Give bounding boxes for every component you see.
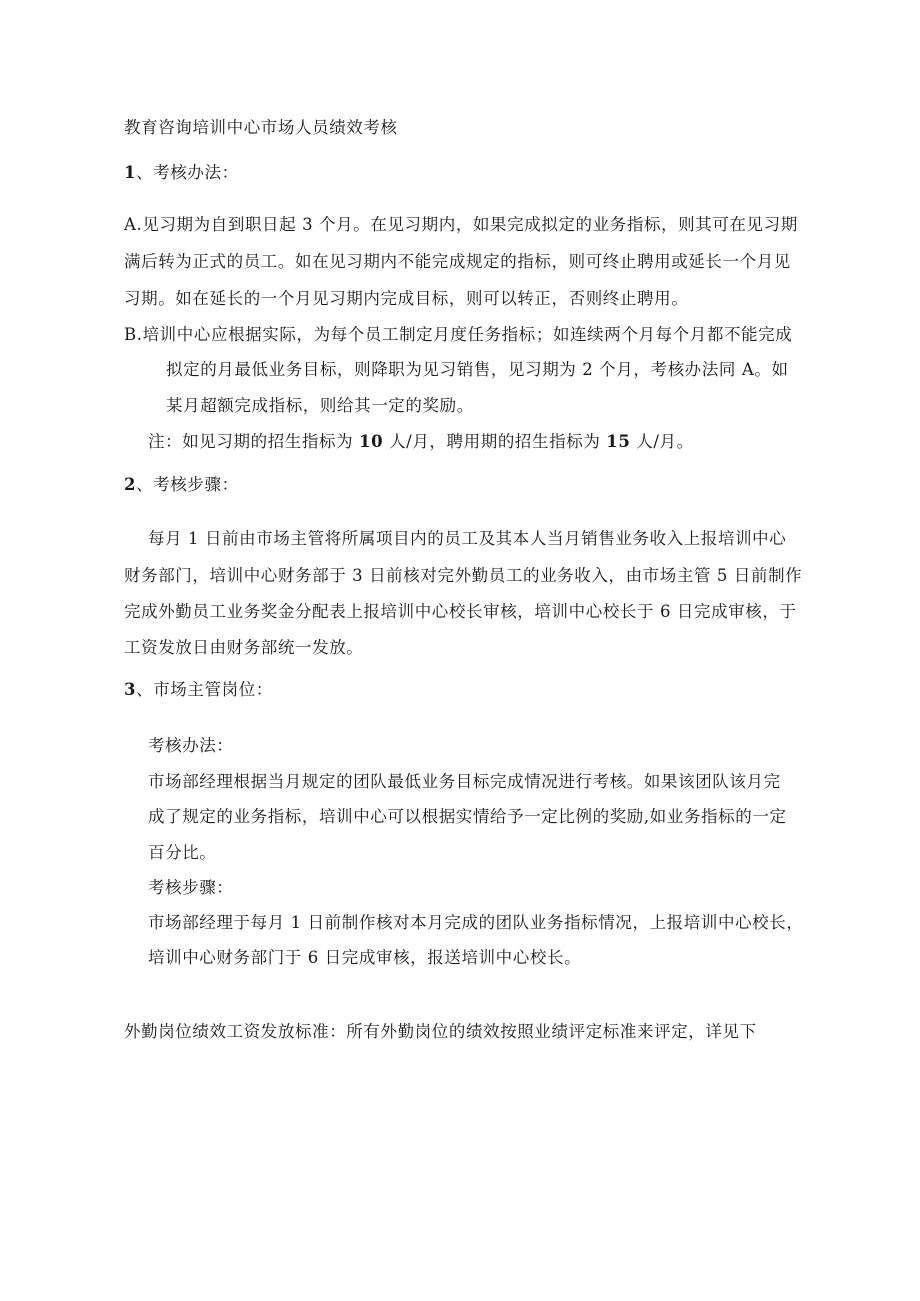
section-2-number: 2: [124, 475, 137, 494]
manager-method-line: 百分比。: [148, 843, 217, 862]
section-1-heading-text: 、考核办法：: [136, 163, 239, 182]
section-1-heading: [124, 162, 239, 184]
manager-steps-heading: 考核步骤：: [148, 878, 234, 897]
section-3-heading: [124, 679, 273, 701]
procedure-line: 财务部门，培训中心财务部于 3 日前核对完外勤员工的业务收入，由市场主管 5 日前制作: [124, 566, 803, 585]
trial-target-value: 10: [359, 432, 384, 451]
section-3-number: 3: [124, 680, 137, 699]
manager-method-heading: 考核办法：: [148, 736, 234, 755]
manager-steps-line: 市场部经理于每月 1 日前制作核对本月完成的团队业务指标情况，上报培训中心校长，: [148, 913, 804, 932]
enrollment-target-note: [148, 431, 694, 453]
paragraph-a-line: A.见习期为自到职日起 3 个月。在见习期内，如果完成拟定的业务指标，则其可在见习期: [124, 215, 798, 234]
document-title: 教育咨询培训中心市场人员绩效考核: [124, 118, 398, 137]
manager-steps-line: 培训中心财务部门于 6 日完成审核，报送培训中心校长。: [148, 948, 582, 967]
employ-target-value: 15: [606, 432, 631, 451]
note-middle: 人/月，聘用期的招生指标为: [383, 432, 607, 451]
paragraph-b-line: 某月超额完成指标，则给其一定的奖励。: [166, 396, 474, 415]
procedure-line: 工资发放日由财务部统一发放。: [124, 638, 364, 657]
paragraph-b-line: 拟定的月最低业务目标，则降职为见习销售，见习期为 2 个月，考核办法同 A。如: [166, 360, 789, 379]
section-2-heading: [124, 474, 239, 496]
note-prefix: 注：如见习期的招生指标为: [148, 432, 360, 451]
note-suffix: 人/月。: [630, 432, 694, 451]
paragraph-b-line: B.培训中心应根据实际，为每个员工制定月度任务指标；如连续两个月每个月都不能完成: [124, 325, 793, 344]
manager-method-line: 成了规定的业务指标，培训中心可以根据实情给予一定比例的奖励,如业务指标的一定: [148, 807, 787, 826]
field-pay-standard: 外勤岗位绩效工资发放标准：所有外勤岗位的绩效按照业绩评定标准来评定，详见下: [124, 1022, 757, 1041]
procedure-line: 每月 1 日前由市场主管将所属项目内的员工及其本人当月销售业务收入上报培训中心: [148, 529, 787, 548]
section-3-heading-text: 、市场主管岗位：: [136, 680, 273, 699]
paragraph-a-line: 习期。如在延长的一个月见习期内完成目标，则可以转正，否则终止聘用。: [124, 289, 689, 308]
section-1-number: 1: [124, 163, 137, 182]
procedure-line: 完成外勤员工业务奖金分配表上报培训中心校长审核，培训中心校长于 6 日完成审核，于: [124, 602, 797, 621]
manager-method-line: 市场部经理根据当月规定的团队最低业务目标完成情况进行考核。如果该团队该月完: [148, 772, 781, 791]
section-2-heading-text: 、考核步骤：: [136, 475, 239, 494]
paragraph-a-line: 满后转为正式的员工。如在见习期内不能完成规定的指标，则可终止聘用或延长一个月见: [124, 252, 791, 271]
